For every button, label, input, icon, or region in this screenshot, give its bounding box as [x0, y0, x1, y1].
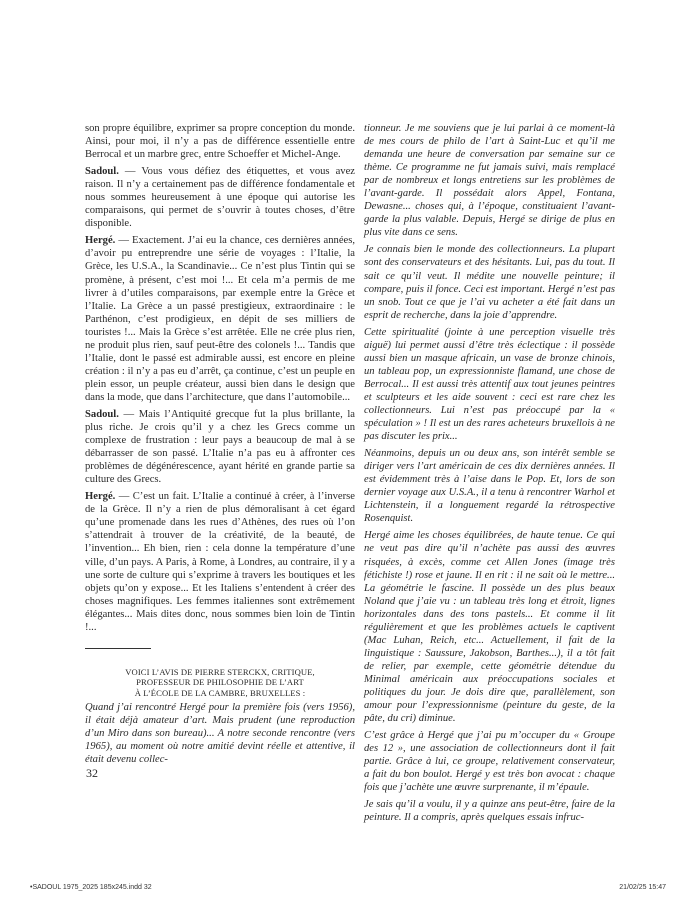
- footer-file-info: •SADOUL 1975_2025 185x245.indd 32: [30, 884, 152, 891]
- section-heading: VOICI L’AVIS DE PIERRE STERCKX, CRITIQUE, PROFESSEUR DE PHILOSOPHIE DE L’ART À L’ÉCOLE DE LA CAMBRE, BRUXELLES :: [125, 666, 315, 698]
- paragraph: Hergé aime les choses équilibrées, de haute tenue. Ce qui ne veut pas dire qu’il n’achète pas aussi des œuvres risquées, à excès, comme cet Allen Jones (image très fétichiste !) rose et jaune. Il en rit : il ne sait où le mettre... La géométrie le fascine. Il possède un des plus beaux Noland que j’aie vu : un tableau très long et étroit, lignes horizontales dans des tons pastels... Et comme il lit régulièrement et que les problèmes actuels le captivent (Mac Luhan, Reich, etc... Actuellement, il fait de la linguistique : Saussure, Jakobson, Barthes...), il a tôt fait de relier, par exemple, cette géométrie détendue du Minimal américain aux préoccupations sociales et politiques du jour. Je dois dire que, parallèlement, son amour pour l’expressionnisme (peinture du geste, de la pâte, du cri) diminue.: [364, 530, 615, 725]
- right-column: [364, 122, 615, 828]
- paragraph: son propre équilibre, exprimer sa propre conception du monde. Ainsi, pour moi, il n’y a pas de différence essentielle entre Berrocal et un marbre grec, entre Schoeffer et Michel-Ange.: [85, 123, 355, 161]
- speaker-label: Hergé.: [85, 235, 116, 247]
- paragraph: Sadoul. — Vous vous défiez des étiquettes, et vous avez raison. Il n’y a certainement pas de différence fondamentale et nous sommes heureusement à une époque qui autorise les comparaisons, qui permet de s’ouvrir à toutes choses, d’être disponible.: [85, 166, 355, 230]
- footer-timestamp: 21/02/25 15:47: [619, 884, 666, 891]
- speaker-label: Sadoul.: [85, 408, 119, 420]
- paragraph: Je sais qu’il a voulu, il y a quinze ans peut-être, faire de la peinture. Il a compris, après quelques essais infruc-: [364, 799, 615, 824]
- paragraph: Hergé. — C’est un fait. L’Italie a continué à créer, à l’inverse de la Grèce. Il n’y a rien de plus démoralisant à cet égard qu’une promenade dans les rues d’Athènes, des rues où l’on s’attendrait à trouver de la créativité, de la beauté, de l’invention... Eh bien, rien : cela donne la température d’une ville, d’un pays. A Paris, à Rome, à Londres, au contraire, il y a une sorte de culture qui s’exprime à travers les boutiques et les objets qu’on y expose... Et les Italiens s’entendent à créer des choses magnifiques. Les femmes italiennes sont extrêmement élégantes... Mais dites donc, nous sommes bien loin de Tintin !...: [85, 491, 355, 633]
- page-number: 32: [86, 766, 98, 780]
- paragraph: tionneur. Je me souviens que je lui parlai à ce moment-là de mes cours de philo de l’art à Saint-Luc et qu’il me demanda une heure de conversation par semaine sur ce thème. Ce programme ne fut jamais suivi, mais remplacé par de nombreux et longs entretiens sur les problèmes de l’avant-garde. Il possédait alors Appel, Fontana, Dewasne... choses qui, à l’époque, constituaient l’avant-garde la plus valable. Depuis, Hergé se dirige de plus en plus vite dans ce sens.: [364, 123, 615, 239]
- paragraph: Cette spiritualité (jointe à une perception visuelle très aiguë) lui permet aussi d’être très éclectique : il possède aussi bien un masque africain, un vase de bronze chinois, un tableau pop, un expressionniste flamand, une chose de Berrocal... Il est aussi très attentif aux tout jeunes peintres et sculpteurs et les aide souvent : ceci est rare chez les collectionneurs. Lui n’est pas préoccupé par la « spéculation » ! Il est un des rares acheteurs bruxellois à ne pas discuter les prix...: [364, 326, 615, 443]
- paragraph: Néanmoins, depuis un ou deux ans, son intérêt semble se diriger vers l’art américain de ces dix dernières années. Il est évidemment très à l’aise dans le Pop. Et, lors de son dernier voyage aux U.S.A., il a tenu à rencontrer Warhol et Lichtenstein, il a longuement regardé la rétrospective Rosenquist.: [364, 448, 615, 525]
- paragraph: Je connais bien le monde des collectionneurs. La plupart sont des conservateurs et des hésitants. Lui, pas du tout. Il sait ce qu’il veut. Il médite une nouvelle peinture; il compare, puis il fonce. Ceci est important. Hergé n’est pas un snob. Tout ce que je l’ai vu acheter a été fait dans un esprit de recherche, dans la joie d’apprendre.: [364, 244, 615, 321]
- paragraph: Hergé. — Exactement. J’ai eu la chance, ces dernières années, d’avoir pu entreprendre une série de voyages : l’Italie, la Grèce, les U.S.A., la Scandinavie... Ce n’est plus Tintin qui se promène, à présent, c’est moi !... Et cela m’a permis de me livrer à d’utiles comparaisons, par exemple entre la Grèce et l’Italie. La Grèce a un passé prestigieux, extraordinaire : le Parthénon, c’est prodigieux, en dépit de ses milliers de touristes !... Mais la Grèce s’est arrêtée. Elle ne crée plus rien, ne produit plus rien, sauf peut-être des colonels !... Tandis que l’Italie, dont le passé est admirable aussi, est encore en pleine création : il n’y a pas eu d’arrêt, ça continue, c’est un peuple en plein essor, un peuple créateur, aussi bien dans le design que dans la mode, que dans l’architecture, que dans l’automobile...: [85, 235, 355, 403]
- paragraph: C’est grâce à Hergé que j’ai pu m’occuper du « Groupe des 12 », une association de collectionneurs dont il fait partie. Grâce à lui, ce groupe, relativement conservateur, a fait du bon boulot. Hergé y est très bon avocat : chaque fois que j’achète une œuvre surprenante, il m’épaule.: [364, 730, 615, 794]
- speaker-label: Hergé.: [85, 491, 116, 503]
- speaker-label: Sadoul.: [85, 166, 119, 178]
- section-divider: [85, 648, 151, 649]
- left-column: [85, 122, 355, 770]
- intro-paragraph: Quand j’ai rencontré Hergé pour la première fois (vers 1956), il était déjà amateur d’art. Mais prudent (une reproduction d’un Miro dans son bureau)... A notre seconde rencontre (vers 1965), au moment où notre amitié devint réelle et attentive, il était devenu collec-: [85, 702, 355, 766]
- paragraph: Sadoul. — Mais l’Antiquité grecque fut la plus brillante, la plus riche. Je crois qu’il y a chez les Grecs comme un complexe de frustration : leur pays a beaucoup de mal à se débarrasser de son passé. L’Italie n’a pas eu à affronter ces problèmes de dégénérescence, ayant hérité en grande partie sa culture des Grecs.: [85, 408, 355, 486]
